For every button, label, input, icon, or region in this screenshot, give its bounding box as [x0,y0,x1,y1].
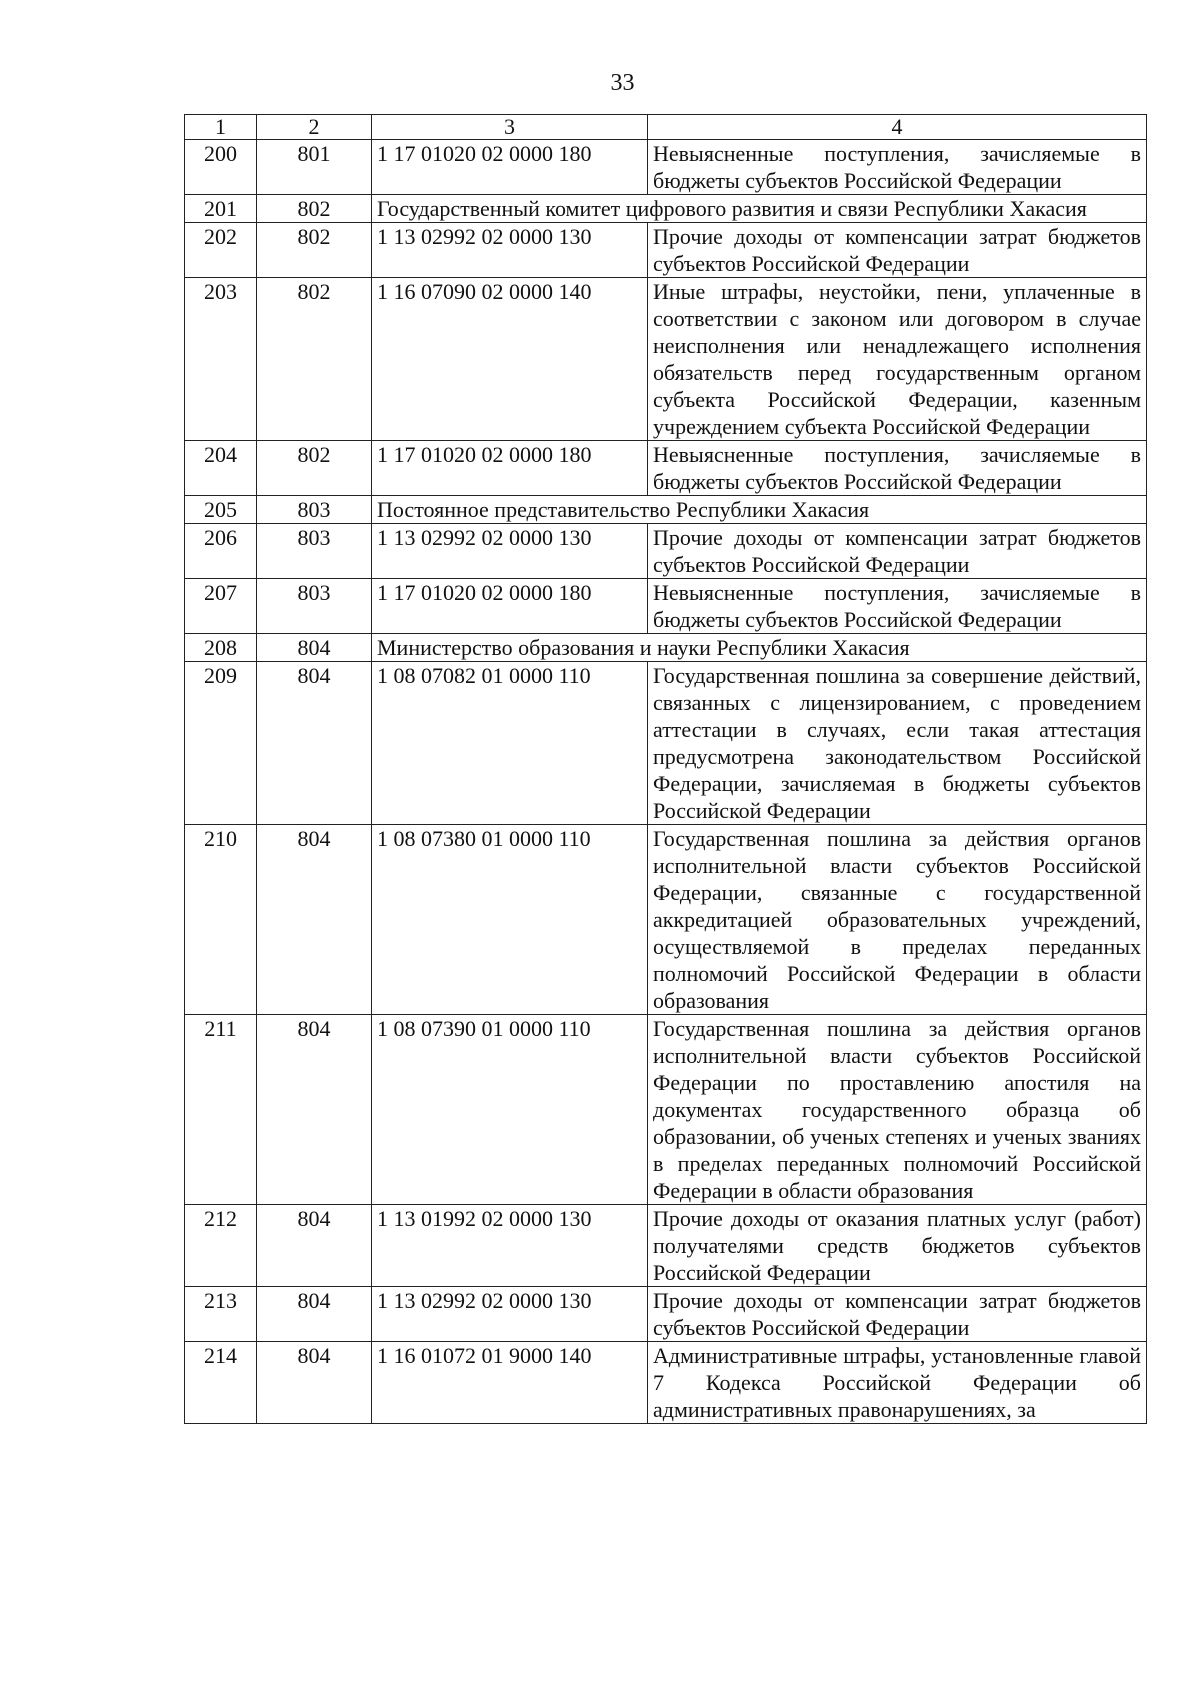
revenue-code-cell: 1 17 01020 02 0000 180 [372,579,648,634]
row-number-cell: 200 [185,140,257,195]
row-number-cell: 213 [185,1287,257,1342]
revenue-description-cell: Прочие доходы от компенсации затрат бюджетов субъектов Российской Федерации [648,1287,1147,1342]
revenue-description-cell: Государственная пошлина за действия органов исполнительной власти субъектов Российской Федерации по проставлению апостиля на документах государственного образца об образовании, об ученых степенях и ученых званиях в пределах переданных полномочий Российской Федерации в области образования [648,1015,1147,1205]
table-row [185,634,1147,662]
revenue-code-cell: 1 13 02992 02 0000 130 [372,1287,648,1342]
organization-name-cell: Министерство образования и науки Республики Хакасия [372,634,1147,662]
row-number-cell: 204 [185,441,257,496]
revenue-description-cell: Государственная пошлина за действия органов исполнительной власти субъектов Российской Федерации, связанные с государственной аккредитацией образовательных учреждений, осуществляемой в пределах переданных полномочий Российской Федерации в области образования [648,825,1147,1015]
admin-code-cell: 803 [257,496,372,524]
row-number-cell: 202 [185,223,257,278]
revenue-description-cell: Иные штрафы, неустойки, пени, уплаченные в соответствии с законом или договором в случае неисполнения или ненадлежащего исполнения обязательств перед государственным органом субъекта Российской Федерации, казенным учреждением субъекта Российской Федерации [648,278,1147,441]
table-header-row [185,115,1147,140]
organization-name-cell: Государственный комитет цифрового развития и связи Республики Хакасия [372,195,1147,223]
row-number-cell: 203 [185,278,257,441]
revenue-description-cell: Прочие доходы от оказания платных услуг (работ) получателями средств бюджетов субъектов Российской Федерации [648,1205,1147,1287]
revenue-description-cell: Административные штрафы, установленные главой 7 Кодекса Российской Федерации об административных правонарушениях, за [648,1342,1147,1424]
admin-code-cell: 803 [257,579,372,634]
admin-code-cell: 802 [257,195,372,223]
table-row [185,140,1147,195]
table-row [185,195,1147,223]
admin-code-cell: 804 [257,825,372,1015]
admin-code-cell: 802 [257,278,372,441]
row-number-cell: 209 [185,662,257,825]
revenue-code-cell: 1 13 02992 02 0000 130 [372,223,648,278]
revenue-description-cell: Прочие доходы от компенсации затрат бюджетов субъектов Российской Федерации [648,524,1147,579]
revenue-code-cell: 1 13 01992 02 0000 130 [372,1205,648,1287]
table-row [185,1342,1147,1424]
page-number: 33 [610,70,635,96]
table-row [185,1287,1147,1342]
admin-code-cell: 804 [257,1342,372,1424]
revenue-code-cell: 1 13 02992 02 0000 130 [372,524,648,579]
table-row [185,1205,1147,1287]
organization-name-cell: Постоянное представительство Республики Хакасия [372,496,1147,524]
header-col-1: 1 [185,115,257,140]
table-row [185,524,1147,579]
admin-code-cell: 804 [257,1205,372,1287]
admin-code-cell: 803 [257,524,372,579]
table-row [185,825,1147,1015]
admin-code-cell: 804 [257,662,372,825]
revenue-description-cell: Прочие доходы от компенсации затрат бюджетов субъектов Российской Федерации [648,223,1147,278]
revenue-code-cell: 1 17 01020 02 0000 180 [372,140,648,195]
revenue-description-cell: Государственная пошлина за совершение действий, связанных с лицензированием, с проведением аттестации в случаях, если такая аттестация предусмотрена законодательством Российской Федерации, зачисляемая в бюджеты субъектов Российской Федерации [648,662,1147,825]
revenue-code-cell: 1 08 07082 01 0000 110 [372,662,648,825]
admin-code-cell: 801 [257,140,372,195]
revenue-table [184,114,1147,1424]
table-row [185,1015,1147,1205]
admin-code-cell: 804 [257,634,372,662]
header-col-3: 3 [372,115,648,140]
table-row [185,441,1147,496]
admin-code-cell: 804 [257,1015,372,1205]
header-col-4: 4 [648,115,1147,140]
table-row [185,579,1147,634]
table-row [185,278,1147,441]
row-number-cell: 212 [185,1205,257,1287]
revenue-code-cell: 1 08 07390 01 0000 110 [372,1015,648,1205]
table-row [185,662,1147,825]
revenue-description-cell: Невыясненные поступления, зачисляемые в бюджеты субъектов Российской Федерации [648,579,1147,634]
row-number-cell: 211 [185,1015,257,1205]
row-number-cell: 207 [185,579,257,634]
row-number-cell: 206 [185,524,257,579]
admin-code-cell: 802 [257,441,372,496]
admin-code-cell: 802 [257,223,372,278]
revenue-code-cell: 1 16 01072 01 9000 140 [372,1342,648,1424]
row-number-cell: 210 [185,825,257,1015]
table-row [185,496,1147,524]
revenue-description-cell: Невыясненные поступления, зачисляемые в бюджеты субъектов Российской Федерации [648,140,1147,195]
header-col-2: 2 [257,115,372,140]
admin-code-cell: 804 [257,1287,372,1342]
row-number-cell: 208 [185,634,257,662]
revenue-code-cell: 1 08 07380 01 0000 110 [372,825,648,1015]
revenue-description-cell: Невыясненные поступления, зачисляемые в бюджеты субъектов Российской Федерации [648,441,1147,496]
row-number-cell: 205 [185,496,257,524]
row-number-cell: 201 [185,195,257,223]
revenue-code-cell: 1 16 07090 02 0000 140 [372,278,648,441]
revenue-code-cell: 1 17 01020 02 0000 180 [372,441,648,496]
row-number-cell: 214 [185,1342,257,1424]
table-row [185,223,1147,278]
